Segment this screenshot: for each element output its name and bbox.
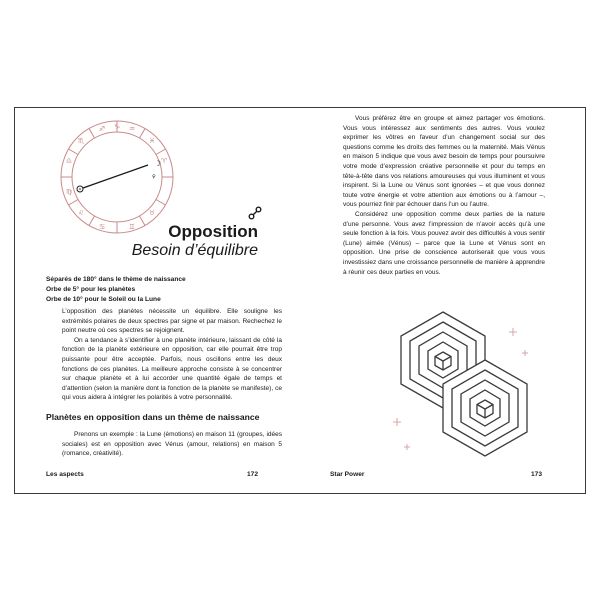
body-text [62,307,282,403]
svg-text:♑: ♑ [113,123,121,131]
section-body [62,430,282,459]
paragraph: L’opposition des planètes nécessite un équilibre. Elle souligne les extrémités polaires de deux spectres par signe et par maison. Rechechez le point neutre où ces spectres se rejoignent. [62,308,282,335]
paragraph: Considérez une opposition comme deux parties de la nature d’une personne. Vous avez l’impression de n’avoir accès qu’à une seule fonction à la fois. Vous pouvez avoir des difficultés à vous sentir (Lune) aimée (Vénus) – parce que la Lune et Vénus sont en opposition. Une prise de conscience autoriserait que vous vous investissiez dans une croissance personnelle de manière à apprendre à réunir ces deux parties en vous. [343,210,545,276]
svg-text:♏: ♏ [77,137,85,145]
book-spread [14,107,586,494]
svg-text:♀: ♀ [152,174,156,180]
footer-label: Les aspects [46,471,84,478]
svg-text:♐: ♐ [98,125,106,133]
svg-text:♍: ♍ [65,188,73,196]
body-text [343,114,545,277]
right-page [301,108,587,493]
nested-hexagon-cubes-icon [393,308,533,463]
svg-text:♉: ♉ [148,209,156,217]
svg-text:♎: ♎ [65,157,73,165]
opposition-glyph-icon [248,206,262,220]
paragraph: On a tendance à s’identifier à une planète intérieure, laissant de côté la fonction de la planète extérieure en opposition, car elle pourrait être trop puissante pour être acceptée. Parfois, nous oscillons entre les deux fonctions de ces planètes. La meilleure approche consiste à se concentrer sur chaque planète et à lui accorder une quantité égale de temps et d’attention (selon la manière dont la fonction de la planète se manifeste), ce qui vous aidera à intégrer les polarités à votre personnalité. [62,336,282,402]
spec-line: Orbe de 10° pour le Soleil ou la Lune [46,296,161,303]
footer-label: Star Power [330,471,365,478]
svg-text:♒: ♒ [128,125,136,133]
svg-text:♈: ♈ [160,157,168,165]
paragraph: Vous préférez être en groupe et aimez partager vos émotions. Vous vous intéressez aux sentiments des autres. Vous voulez exprimer les vôtres en faveur d’un changement social sur des questions comme les droits des femmes ou la maternité. Mais Vénus en maison 5 indique que vous avez besoin de temps pour poursuivre votre mode d’expression créative personnelle et pour du temps en tête-à-tête dans vos relations amoureuses qui vous illuminent et vous inspirent. Si la Lune ou Vénus sont ignorées – et que vous donnez toute votre énergie et votre attention aux émotions ou à l’amour –, vous pourriez finir par échouer dans l’un ou l’autre. [343,115,545,209]
svg-text:♌: ♌ [77,209,85,217]
page-number: 172 [247,471,259,478]
svg-text:♋: ♋ [98,223,106,231]
aspect-specs [46,275,276,305]
page-subtitle: Besoin d’équilibre [131,242,258,259]
svg-text:♊: ♊ [128,223,136,231]
svg-text:♓: ♓ [148,137,156,145]
svg-text:☽: ☽ [154,159,162,168]
zodiac-wheel-icon [56,118,178,236]
spec-line: Séparés de 180° dans le thème de naissance [46,276,186,283]
page-title: Opposition [168,222,258,241]
spec-line: Orbe de 5° pour les planètes [46,286,136,293]
section-heading: Planètes en opposition dans un thème de naissance [46,412,260,422]
page-number: 173 [531,471,543,478]
left-page [15,108,301,493]
paragraph: Prenons un exemple : la Lune (émotions) en maison 11 (groupes, idées sociales) est en opposition avec Vénus (amour, relations) en maison 5 (romance, créativité). [62,431,282,458]
